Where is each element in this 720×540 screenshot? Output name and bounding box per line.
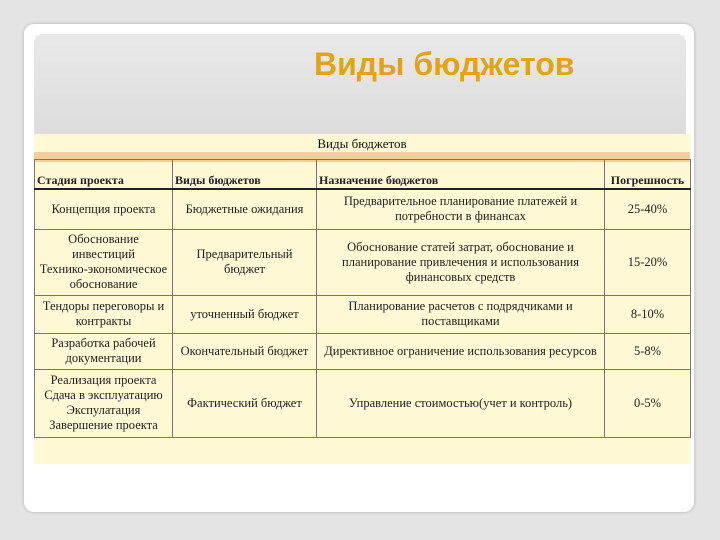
cell-line: бюджет [224, 262, 265, 276]
cell-line: Завершение проекта [49, 418, 158, 432]
cell-budget-type: уточненный бюджет [173, 295, 317, 333]
table-row [35, 369, 691, 437]
cell-line: Директивное ограничение использования ресурсов [324, 343, 597, 358]
table-row [35, 189, 691, 229]
cell-stage [35, 333, 173, 369]
cell-line: финансовых средств [405, 269, 516, 284]
cell-line: Сдача в эксплуатацию [44, 388, 163, 402]
table-caption: Виды бюджетов [317, 136, 407, 151]
cell-purpose [317, 295, 605, 333]
cell-error: 8-10% [605, 295, 691, 333]
cell-line: Тендоры переговоры и [42, 299, 165, 313]
cell-line: Предварительное планирование платежей и [343, 194, 578, 209]
table-header-row [35, 160, 691, 190]
cell-line: Концепция проекта [51, 201, 156, 216]
cell-budget-type: Бюджетные ожидания [173, 189, 317, 229]
cell-line: контракты [75, 314, 132, 328]
cell-stage [35, 369, 173, 437]
cell-stage [35, 295, 173, 333]
cell-budget-type: Фактический бюджет [173, 369, 317, 437]
cell-line: Технико-экономическое [39, 262, 168, 276]
table-row [35, 229, 691, 295]
cell-line: Обоснование статей затрат, обоснование и [347, 239, 574, 254]
header-budget-type: Виды бюджетов [173, 160, 317, 190]
cell-purpose [317, 333, 605, 369]
cell-error: 5-8% [605, 333, 691, 369]
cell-stage [35, 229, 173, 295]
slide-title: Виды бюджетов [314, 46, 575, 82]
cell-line: Разработка рабочей [51, 336, 156, 350]
cell-purpose [317, 189, 605, 229]
cell-line: Предварительный [196, 247, 293, 261]
budget-table-container [34, 134, 690, 464]
cell-error: 0-5% [605, 369, 691, 437]
cell-line: поставщиками [421, 314, 500, 328]
slide [24, 24, 694, 512]
cell-stage [35, 189, 173, 229]
table-row [35, 333, 691, 369]
cell-budget-type [173, 229, 317, 295]
budget-types-table [34, 159, 691, 438]
cell-budget-type: Окончательный бюджет [173, 333, 317, 369]
table-row [35, 295, 691, 333]
header-error: Погрешность [605, 160, 691, 190]
cell-line: Экспулатация [66, 403, 141, 417]
cell-line: Обоснование [68, 232, 139, 246]
cell-error: 25-40% [605, 189, 691, 229]
cell-line: потребности в финансах [395, 209, 526, 224]
cell-line: обоснование [69, 277, 138, 291]
header-purpose: Назначение бюджетов [317, 160, 605, 190]
cell-purpose [317, 369, 605, 437]
cell-line: планирование привлечения и использования [342, 254, 579, 269]
cell-line: Управление стоимостью(учет и контроль) [348, 395, 573, 410]
cell-line: документации [65, 351, 142, 365]
cell-error: 15-20% [605, 229, 691, 295]
cell-line: инвестиций [72, 247, 135, 261]
header-stage: Стадия проекта [35, 160, 173, 190]
cell-line: Реализация проекта [50, 373, 157, 387]
cell-purpose [317, 229, 605, 295]
cell-line: Планирование расчетов с подрядчиками и [348, 299, 573, 313]
